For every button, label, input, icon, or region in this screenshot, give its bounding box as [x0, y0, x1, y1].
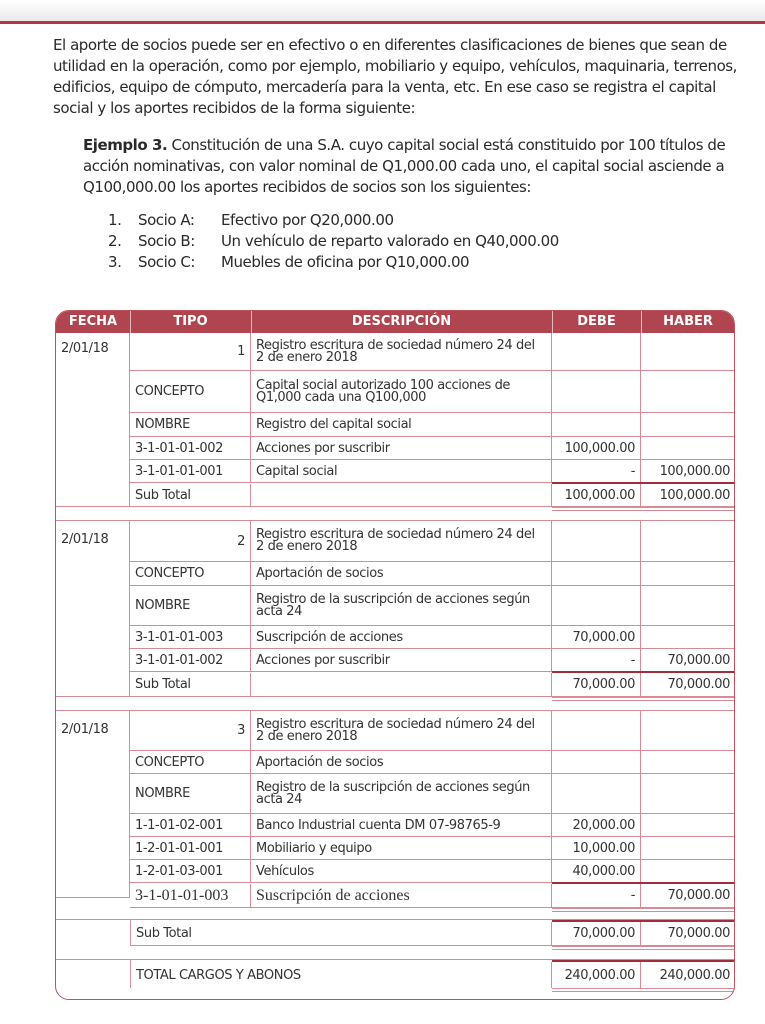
descripcion-cell: Acciones por suscribir: [251, 649, 552, 672]
fecha-cell: 2/01/18: [56, 711, 130, 898]
debe-cell: -: [552, 649, 641, 672]
debe-cell: [552, 333, 641, 371]
tipo-cell: 2: [130, 521, 251, 562]
table-header: [56, 311, 734, 333]
concepto-label: CONCEPTO: [130, 751, 251, 774]
intro-paragraph: El aporte de socios puede ser en efectivo o en diferentes clasificaciones de bienes que sean de utilidad en la operación, como por ejemplo, mobiliario y equipo, vehículos, maquinaria, terrenos, edificios, equipo de cómputo, mercadería para la venta, etc. En ese caso se registra el capital social y los aportes recibidos de la forma siguiente:: [53, 36, 737, 117]
concepto-cell: Aportación de socios: [251, 751, 552, 774]
col-header-tipo: TIPO: [130, 311, 252, 333]
debe-cell: [552, 413, 641, 437]
nombre-cell: Registro del capital social: [251, 413, 552, 437]
debe-cell: [552, 562, 641, 586]
haber-cell: 70,000.00: [641, 649, 735, 672]
journal-ledger-table: [55, 310, 735, 1000]
cuenta-cell: 3-1-01-01-003: [130, 884, 251, 908]
haber-cell: [641, 837, 735, 860]
debe-cell: 100,000.00: [552, 437, 641, 460]
haber-cell: 70,000.00: [641, 884, 735, 908]
subtotal-debe: 70,000.00: [552, 673, 641, 697]
debe-cell: [552, 371, 641, 413]
cuenta-cell: 3-1-01-01-002: [130, 649, 251, 672]
concepto-cell: Aportación de socios: [251, 562, 552, 586]
cuenta-cell: 1-2-01-03-001: [130, 860, 251, 883]
page-header-band: [0, 0, 765, 21]
haber-cell: [641, 711, 735, 751]
descripcion-cell: Banco Industrial cuenta DM 07-98765-9: [251, 814, 552, 837]
col-header-debe: DEBE: [552, 311, 642, 333]
list-item: 2. Socio B: Un vehículo de reparto valorado en Q40,000.00: [108, 232, 559, 250]
haber-cell: [641, 751, 735, 774]
haber-cell: [641, 333, 735, 371]
subtotal-label: Sub Total: [131, 922, 552, 946]
fecha-cell: 2/01/18: [56, 521, 130, 697]
subtotal-haber: 70,000.00: [641, 922, 735, 946]
header-rule: [0, 21, 765, 24]
cuenta-cell: 1-1-01-02-001: [130, 814, 251, 837]
double-underline: [552, 507, 735, 511]
haber-cell: [641, 814, 735, 837]
cuenta-cell: 3-1-01-01-002: [130, 437, 251, 460]
haber-cell: [641, 860, 735, 883]
debe-cell: 20,000.00: [552, 814, 641, 837]
total-label: TOTAL CARGOS Y ABONOS: [131, 962, 552, 988]
debe-cell: 40,000.00: [552, 860, 641, 883]
example-text: Constitución de una S.A. cuyo capital social está constituido por 100 títulos de acción nominativas, con valor nominal de Q1,000.00 cada uno, el capital social asciende a Q100,000.00 los aportes recibidos de socios son los siguientes:: [83, 136, 726, 196]
nombre-label: NOMBRE: [130, 774, 251, 814]
descripcion-cell: Suscripción de acciones: [251, 884, 552, 908]
nombre-label: NOMBRE: [130, 413, 251, 437]
descripcion-cell: Vehículos: [251, 860, 552, 883]
descripcion-cell: [251, 673, 552, 697]
socios-list: [108, 210, 559, 273]
double-underline: [552, 988, 735, 992]
descripcion-cell: [251, 484, 552, 507]
haber-cell: [641, 437, 735, 460]
descripcion-cell: Mobiliario y equipo: [251, 837, 552, 860]
nombre-cell: Registro de la suscripción de acciones según acta 24: [251, 774, 552, 814]
list-item: 1. Socio A: Efectivo por Q20,000.00: [108, 211, 394, 229]
concepto-label: CONCEPTO: [130, 371, 251, 413]
debe-cell: -: [552, 884, 641, 908]
descripcion-cell: Capital social: [251, 460, 552, 483]
debe-cell: 10,000.00: [552, 837, 641, 860]
registro-cell: Registro escritura de sociedad número 24 del 2 de enero 2018: [251, 711, 552, 751]
cuenta-cell: 3-1-01-01-001: [130, 460, 251, 483]
registro-cell: Registro escritura de sociedad número 24 del 2 de enero 2018: [251, 521, 552, 562]
cuenta-cell: 3-1-01-01-003: [130, 626, 251, 649]
double-underline: [552, 946, 735, 950]
haber-cell: 100,000.00: [641, 460, 735, 483]
tipo-cell: 1: [130, 333, 251, 371]
total-debe: 240,000.00: [552, 962, 641, 988]
subtotal-debe: 70,000.00: [552, 922, 641, 946]
tipo-cell: 3: [130, 711, 251, 751]
debe-cell: [552, 586, 641, 626]
debe-cell: [552, 521, 641, 562]
descripcion-cell: Suscripción de acciones: [251, 626, 552, 649]
debe-cell: [552, 774, 641, 814]
nombre-label: NOMBRE: [130, 586, 251, 626]
fecha-cell: 2/01/18: [56, 333, 130, 507]
cuenta-cell: 1-2-01-01-001: [130, 837, 251, 860]
debe-cell: [552, 711, 641, 751]
total-haber: 240,000.00: [659, 967, 730, 983]
example-paragraph: [83, 135, 743, 198]
double-underline: [552, 697, 735, 701]
debe-cell: 70,000.00: [552, 626, 641, 649]
debe-cell: [552, 751, 641, 774]
haber-cell: [641, 521, 735, 562]
subtotal-haber: 100,000.00: [641, 484, 735, 507]
subtotal-label: Sub Total: [130, 673, 251, 697]
debe-cell: -: [552, 460, 641, 483]
col-header-fecha: FECHA: [56, 311, 131, 333]
registro-cell: Registro escritura de sociedad número 24 del 2 de enero 2018: [251, 333, 552, 371]
haber-cell: [641, 774, 735, 814]
concepto-cell: Capital social autorizado 100 acciones de Q1,000 cada una Q100,000: [251, 371, 552, 413]
concepto-label: CONCEPTO: [130, 562, 251, 586]
subtotal-haber: 70,000.00: [641, 673, 735, 697]
subtotal-label: Sub Total: [130, 484, 251, 507]
haber-cell: [641, 626, 735, 649]
col-header-haber: HABER: [663, 314, 713, 329]
col-header-descripcion: DESCRIPCIÓN: [251, 311, 553, 333]
double-underline: [552, 908, 735, 912]
haber-cell: [641, 586, 735, 626]
nombre-cell: Registro de la suscripción de acciones según acta 24: [251, 586, 552, 626]
haber-cell: [641, 371, 735, 413]
descripcion-cell: Acciones por suscribir: [251, 437, 552, 460]
subtotal-debe: 100,000.00: [552, 484, 641, 507]
list-item: 3. Socio C: Muebles de oficina por Q10,000.00: [108, 253, 470, 271]
haber-cell: [641, 413, 735, 437]
haber-cell: [641, 562, 735, 586]
example-label: Ejemplo 3.: [83, 136, 168, 154]
